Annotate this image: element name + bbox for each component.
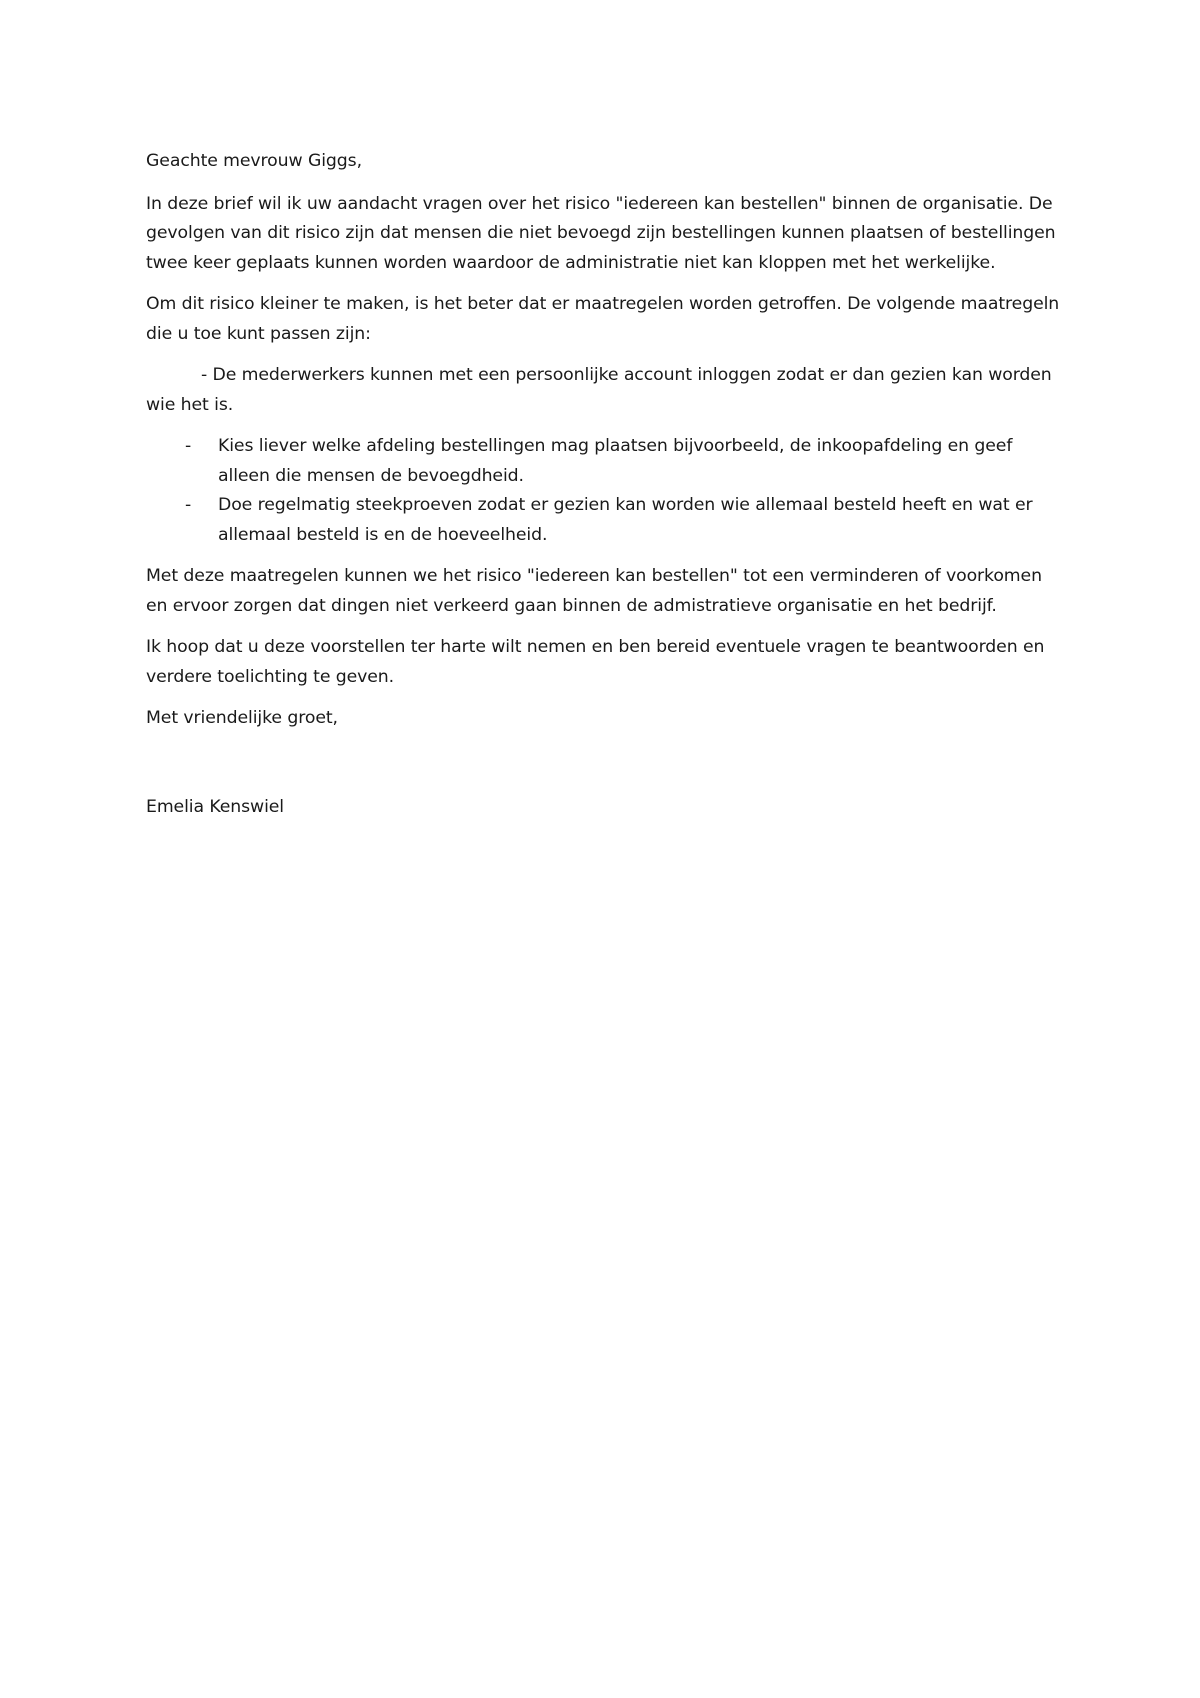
measure-text: Kies liever welke afdeling bestellingen mag plaatsen bijvoorbeeld, de inkoopafdeling en geef alleen die mensen de bevoegdheid. [218,436,1013,486]
dash-marker: - [185,436,192,456]
measure-text: Doe regelmatig steekproeven zodat er gezien kan worden wie allemaal besteld heeft en wat er allemaal besteld is en de hoeveelheid. [218,495,1033,545]
closing-greeting: Met vriendelijke groet, [146,708,338,728]
salutation: Geachte mevrouw Giggs, [146,151,362,171]
list-item [146,491,1066,550]
dash-marker: - [185,495,192,515]
paragraph-risk-introduction: In deze brief wil ik uw aandacht vragen over het risico "iedereen kan bestellen" binnen de organisatie. De gevolgen van dit risico zijn dat mensen die niet bevoegd zijn bestellingen kunnen plaatsen of bestellingen twee keer geplaats kunnen worden waardoor de administratie niet kan kloppen met het werkelijke. [146,193,1056,273]
paragraph-measures-introduction: Om dit risico kleiner te maken, is het beter dat er maatregelen worden getroffen. De volgende maatregeln die u toe kunt passen zijn: [146,294,1060,344]
list-item [146,432,1066,491]
measures-list [146,432,1066,550]
paragraph-conclusion: Met deze maatregelen kunnen we het risico "iedereen kan bestellen" tot een verminderen of voorkomen en ervoor zorgen dat dingen niet verkeerd gaan binnen de admistratieve organisatie en het bedrijf. [146,566,1042,616]
paragraph-offer-help: Ik hoop dat u deze voorstellen ter harte wilt nemen en ben bereid eventuele vragen te beantwoorden en verdere toelichting te geven. [146,637,1045,687]
letter-body [146,147,1066,822]
measure-personal-account: - De mederwerkers kunnen met een persoonlijke account inloggen zodat er dan gezien kan worden wie het is. [146,365,1052,415]
signature-name: Emelia Kenswiel [146,796,284,817]
